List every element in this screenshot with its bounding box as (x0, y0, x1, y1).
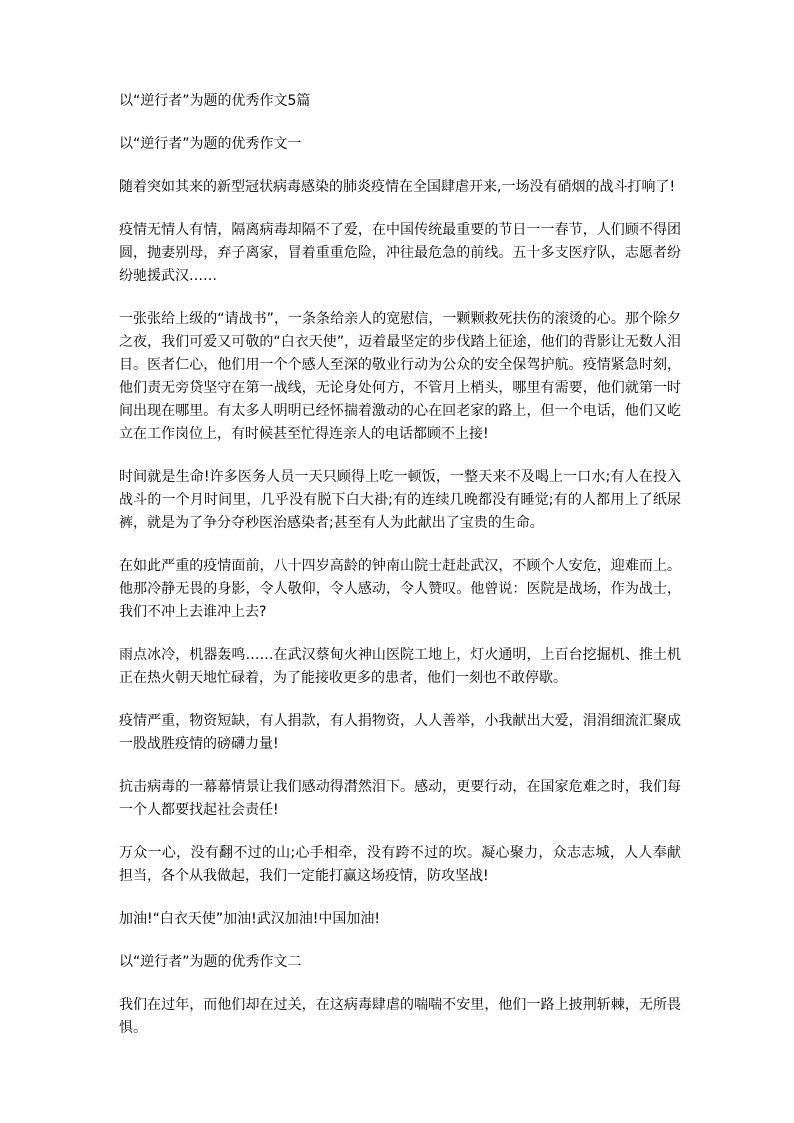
paragraph: 雨点冰冷，机器轰鸣……在武汉蔡甸火神山医院工地上，灯火通明，上百台挖掘机、推土机正在热火朝天地忙碌着，为了能接收更多的患者，他们一刻也不敢停歇。 (119, 647, 681, 686)
paragraph: 抗击病毒的一幕幕情景让我们感动得潸然泪下。感动，更要行动，在国家危难之时，我们每一个人都要找起社会责任! (119, 779, 681, 818)
paragraph: 加油!“白衣天使”加油!武汉加油!中国加油! (119, 911, 380, 927)
document-page (119, 90, 681, 1060)
paragraph: 在如此严重的疫情面前，八十四岁高龄的钟南山院士赶赴武汉，不顾个人安危，迎难而上。他那冷静无畏的身影，令人敬仰，令人感动，令人赞叹。他曾说：医院是战场，作为战士，我们不冲上去谁冲上去? (119, 558, 681, 620)
essay-2-title: 以“逆行者”为题的优秀作文二 (119, 954, 302, 970)
paragraph: 万众一心，没有翻不过的山;心手相牵，没有跨不过的坎。凝心聚力，众志志城，人人奉献担当，各个从我做起，我们一定能打赢这场疫情，防攻坚战! (119, 845, 681, 884)
paragraph: 随着突如其来的新型冠状病毒感染的肺炎疫情在全国肆虐开来,一场没有硝烟的战斗打响了! (119, 179, 676, 195)
paragraph: 时间就是生命!许多医务人员一天只顾得上吃一顿饭，一整天来不及喝上一口水;有人在投入战斗的一个月时间里，几乎没有脱下白大褂;有的连续几晚都没有睡觉;有的人都用上了纸尿裤，就是为了争分夺秒医治感染者;甚至有人为此献出了宝贵的生命。 (119, 469, 681, 531)
document-title: 以“逆行者”为题的优秀作文5篇 (119, 93, 311, 109)
essay-1-title: 以“逆行者”为题的优秀作文一 (119, 136, 302, 152)
paragraph: 疫情严重，物资短缺，有人捐款，有人捐物资，人人善举，小我献出大爱，涓涓细流汇聚成一股战胜疫情的磅礴力量! (119, 713, 681, 752)
paragraph: 疫情无情人有情，隔离病毒却隔不了爱，在中国传统最重要的节日一一春节，人们顾不得团圆，抛妻别母，弃子离家，冒着重重危险，冲往最危急的前线。五十多支医疗队，志愿者纷纷驰援武汉…… (119, 222, 681, 284)
paragraph: 我们在过年，而他们却在过关，在这病毒肆虐的喘喘不安里，他们一路上披荆斩棘，无所畏惧。 (119, 997, 681, 1036)
paragraph: 一张张给上级的“请战书”，一条条给亲人的宽慰信，一颗颗救死扶伤的滚烫的心。那个除夕之夜，我们可爱又可敬的“白衣天使”，迈着最坚定的步伐踏上征途，他们的背影让无数人泪目。医者仁心，他们用一个个感人至深的敬业行动为公众的安全保驾护航。疫情紧急时刻，他们责无旁贷坚守在第一战线，无论身处何方，不管月上梢头，哪里有需要，他们就第一时间出现在哪里。有太多人明明已经怀揣着激动的心在回老家的路上，但一个电话，他们又屹立在工作岗位上，有时候甚至忙得连亲人的电话都顾不上接! (119, 311, 681, 442)
